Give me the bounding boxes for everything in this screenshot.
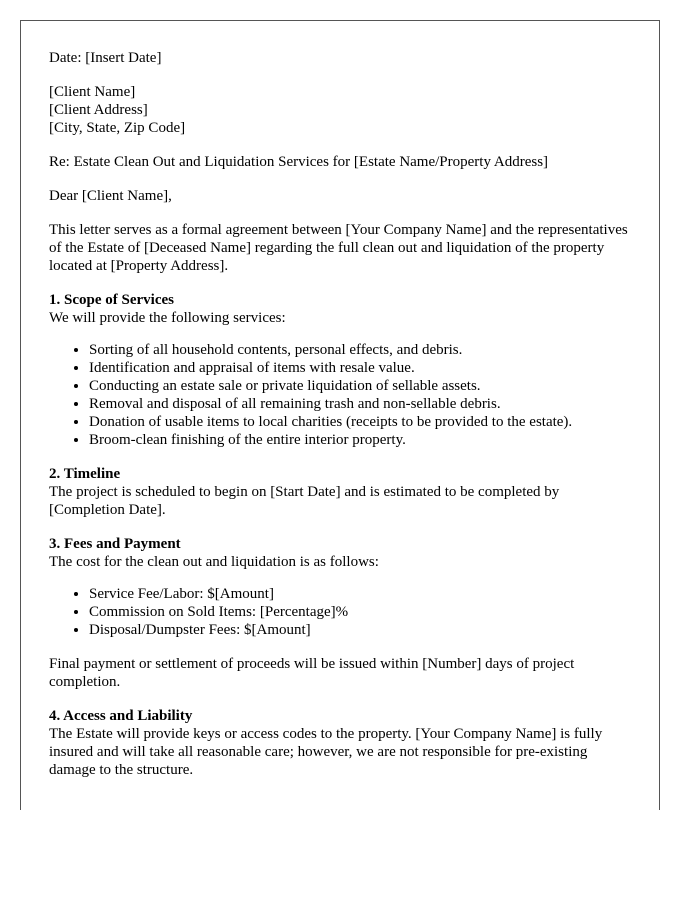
list-item: • Sorting of all household contents, personal effects, and debris. [89, 341, 631, 359]
recipient-address [49, 83, 631, 137]
section-timeline [49, 465, 631, 519]
letter-page [20, 20, 660, 810]
timeline-text: The project is scheduled to begin on [Start Date] and is estimated to be completed by [Completion Date]. [49, 484, 560, 518]
list-item: • Disposal/Dumpster Fees: $[Amount] [89, 621, 631, 639]
intro-paragraph: This letter serves as a formal agreement between [Your Company Name] and the representatives of the Estate of [Deceased Name] regarding the full clean out and liquidation of the property located at [Property Address]. [49, 222, 628, 274]
section-title-access: 4. Access and Liability [49, 708, 193, 724]
list-item: • Donation of usable items to local charities (receipts to be provided to the estate). [89, 413, 631, 431]
fees-list [49, 585, 631, 639]
access-text: The Estate will provide keys or access codes to the property. [Your Company Name] is fully insured and will take all reasonable care; however, we are not responsible for pre-existing damage to the structure. [49, 726, 603, 778]
list-item: • Removal and disposal of all remaining trash and non-sellable debris. [89, 395, 631, 413]
list-item: • Conducting an estate sale or private liquidation of sellable assets. [89, 377, 631, 395]
list-item: • Commission on Sold Items: [Percentage]% [89, 603, 631, 621]
list-item: • Identification and appraisal of items with resale value. [89, 359, 631, 377]
address-line-street: [Client Address] [49, 102, 148, 118]
section-access [49, 707, 631, 779]
list-item: • Broom-clean finishing of the entire interior property. [89, 431, 631, 449]
address-line-name: [Client Name] [49, 84, 136, 100]
date-line: Date: [Insert Date] [49, 50, 162, 66]
salutation: Dear [Client Name], [49, 188, 172, 204]
section-title-timeline: 2. Timeline [49, 466, 121, 482]
fees-closing: Final payment or settlement of proceeds will be issued within [Number] days of project completion. [49, 656, 575, 690]
fees-lead: The cost for the clean out and liquidation is as follows: [49, 554, 379, 570]
section-scope [49, 291, 631, 449]
re-line: Re: Estate Clean Out and Liquidation Services for [Estate Name/Property Address] [49, 154, 549, 170]
section-title-scope: 1. Scope of Services [49, 292, 174, 308]
scope-list [49, 341, 631, 449]
list-item: • Service Fee/Labor: $[Amount] [89, 585, 631, 603]
section-fees [49, 535, 631, 691]
address-line-city: [City, State, Zip Code] [49, 120, 186, 136]
section-title-fees: 3. Fees and Payment [49, 536, 181, 552]
scope-lead: We will provide the following services: [49, 310, 286, 326]
